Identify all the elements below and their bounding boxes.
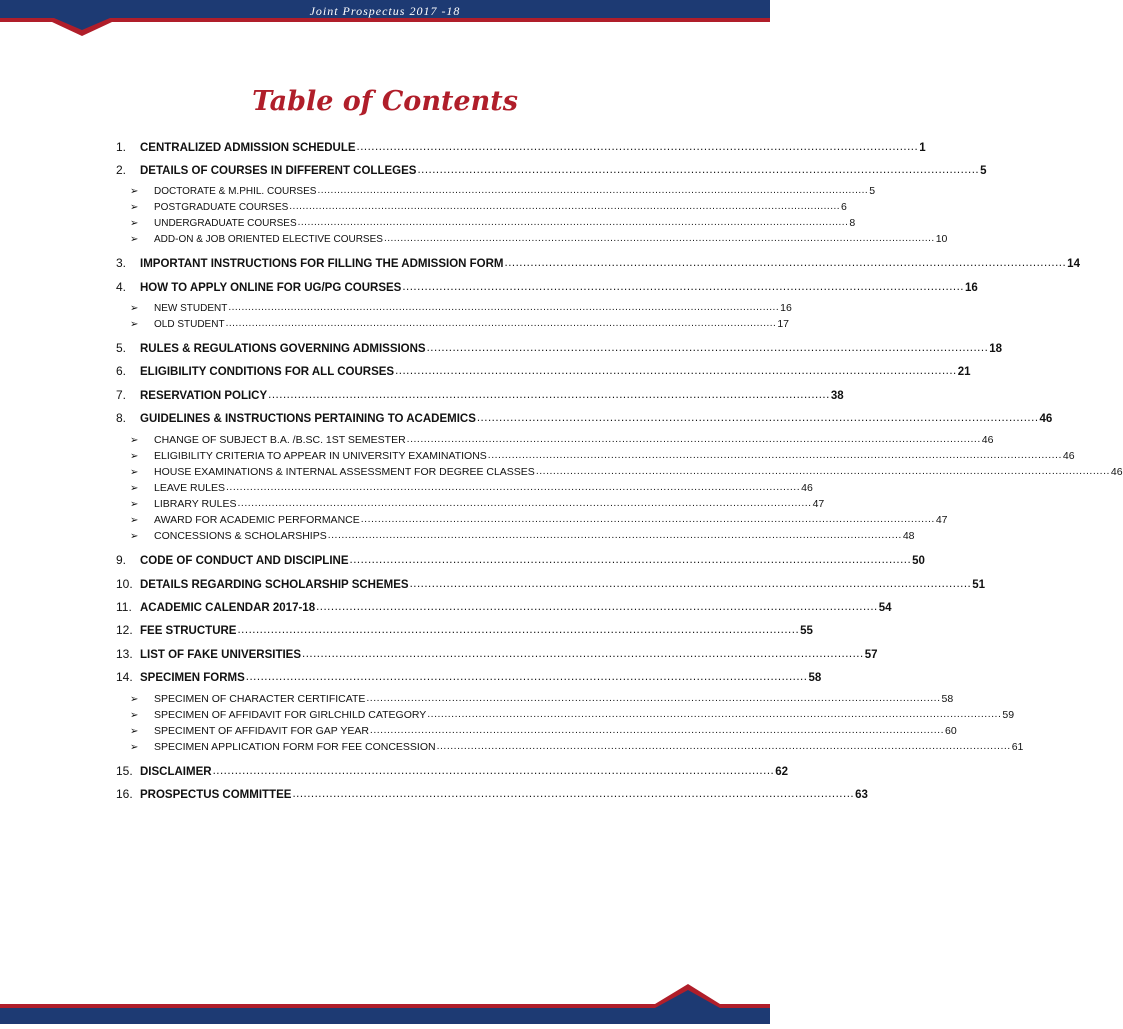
toc-page: 48 bbox=[902, 530, 915, 542]
dot-leader: ........................................................................................................................................................ bbox=[245, 671, 808, 683]
toc-entry[interactable] bbox=[116, 553, 925, 567]
toc-sublabel: CONCESSIONS & SCHOLARSHIPS bbox=[154, 530, 327, 542]
arrow-bullet-icon: ➢ bbox=[130, 515, 139, 526]
toc-sublabel: UNDERGRADUATE COURSES bbox=[154, 218, 297, 229]
toc-sublabel: SPECIMEN OF AFFIDAVIT FOR GIRLCHILD CATEGORY bbox=[154, 709, 427, 721]
toc-number: 14. bbox=[116, 670, 133, 684]
arrow-bullet-icon: ➢ bbox=[130, 435, 139, 446]
toc-sublabel: DOCTORATE & M.PHIL. COURSES bbox=[154, 186, 317, 197]
toc-page: 16 bbox=[780, 302, 792, 314]
toc-number: 8. bbox=[116, 411, 127, 425]
toc-sublabel: AWARD FOR ACADEMIC PERFORMANCE bbox=[154, 514, 360, 526]
toc-number: 6. bbox=[116, 364, 127, 378]
toc-entry[interactable] bbox=[116, 670, 822, 684]
toc-sublabel: ELIGIBILITY CRITERIA TO APPEAR IN UNIVERSITY EXAMINATIONS bbox=[154, 450, 487, 462]
dot-leader: ........................................................................................................................................................ bbox=[212, 765, 775, 777]
toc-number: 5. bbox=[116, 341, 127, 355]
dot-leader: ........................................................................................................................................................ bbox=[356, 141, 919, 153]
toc-sublabel: POSTGRADUATE COURSES bbox=[154, 202, 289, 213]
dot-leader: ........................................................................................................................................................................ bbox=[297, 217, 849, 228]
dot-leader: ........................................................................................................................................................ bbox=[237, 624, 800, 636]
dot-leader: ........................................................................................................................................................................ bbox=[366, 692, 941, 704]
toc-page: 47 bbox=[812, 498, 825, 510]
footer-decoration bbox=[0, 980, 770, 1024]
dot-leader: ........................................................................................................................................................ bbox=[417, 164, 980, 176]
toc-label: DETAILS OF COURSES IN DIFFERENT COLLEGES bbox=[140, 165, 417, 177]
arrow-bullet-icon: ➢ bbox=[130, 186, 139, 197]
toc-entry[interactable] bbox=[116, 577, 986, 591]
toc-label: ELIGIBILITY CONDITIONS FOR ALL COURSES bbox=[140, 366, 395, 378]
toc-number: 15. bbox=[116, 764, 133, 778]
toc-page: 6 bbox=[841, 201, 847, 213]
toc-label: RULES & REGULATIONS GOVERNING ADMISSIONS bbox=[140, 343, 426, 355]
toc-page: 51 bbox=[972, 579, 986, 591]
arrow-bullet-icon: ➢ bbox=[130, 483, 139, 494]
toc-page: 50 bbox=[912, 555, 925, 567]
arrow-bullet-icon: ➢ bbox=[130, 467, 139, 478]
toc-label: HOW TO APPLY ONLINE FOR UG/PG COURSES bbox=[140, 282, 402, 294]
toc-page: 58 bbox=[941, 693, 954, 705]
toc-sublabel: SPECIMENT OF AFFIDAVIT FOR GAP YEAR bbox=[154, 725, 369, 737]
arrow-bullet-icon: ➢ bbox=[130, 742, 139, 753]
dot-leader: ........................................................................................................................................................ bbox=[402, 281, 964, 293]
toc-sublabel: NEW STUDENT bbox=[154, 303, 228, 314]
toc-subentry[interactable] bbox=[130, 740, 1024, 753]
toc-number: 11. bbox=[116, 600, 132, 614]
toc-subentry[interactable] bbox=[130, 433, 994, 446]
toc-label: CENTRALIZED ADMISSION SCHEDULE bbox=[140, 142, 356, 154]
dot-leader: ........................................................................................................................................................................ bbox=[327, 529, 902, 541]
toc-entry[interactable] bbox=[116, 140, 926, 154]
toc-sublabel: SPECIMEN OF CHARACTER CERTIFICATE bbox=[154, 693, 366, 705]
toc-label: FEE STRUCTURE bbox=[140, 625, 237, 637]
dot-leader: ........................................................................................................................................................................ bbox=[225, 318, 777, 329]
toc-subentry[interactable] bbox=[130, 318, 790, 330]
toc-page: 17 bbox=[777, 318, 790, 330]
toc-entry[interactable] bbox=[116, 341, 1003, 355]
toc-page: 38 bbox=[830, 390, 844, 402]
dot-leader: ........................................................................................................................................................ bbox=[268, 389, 830, 401]
toc-subentry[interactable] bbox=[130, 529, 915, 542]
toc-page: 63 bbox=[855, 789, 868, 801]
toc-page: 10 bbox=[935, 233, 948, 245]
toc-subentry[interactable] bbox=[130, 185, 876, 197]
dot-leader: ........................................................................................................................................................................ bbox=[369, 724, 945, 736]
arrow-bullet-icon: ➢ bbox=[130, 531, 139, 542]
toc-number: 9. bbox=[116, 553, 127, 567]
toc-label: IMPORTANT INSTRUCTIONS FOR FILLING THE ADMISSION FORM bbox=[140, 258, 504, 270]
toc-number: 7. bbox=[116, 388, 127, 402]
toc-label: GUIDELINES & INSTRUCTIONS PERTAINING TO ACADEMICS bbox=[140, 413, 476, 425]
toc-number: 2. bbox=[116, 163, 127, 177]
toc-label: CODE OF CONDUCT AND DISCIPLINE bbox=[140, 555, 349, 567]
dot-leader: ........................................................................................................................................................ bbox=[409, 578, 972, 590]
toc-label: PROSPECTUS COMMITTEE bbox=[140, 789, 292, 801]
page-footer-band bbox=[0, 980, 770, 1024]
toc-entry[interactable] bbox=[116, 364, 971, 378]
toc-number: 12. bbox=[116, 623, 133, 637]
toc-entry[interactable] bbox=[116, 388, 844, 402]
dot-leader: ........................................................................................................................................................ bbox=[316, 601, 878, 613]
toc-page: 47 bbox=[935, 514, 948, 526]
dot-leader: ........................................................................................................................................................ bbox=[426, 342, 989, 354]
toc-page: 14 bbox=[1067, 258, 1080, 270]
toc-sublabel: OLD STUDENT bbox=[154, 319, 225, 330]
toc-page: 59 bbox=[1002, 709, 1015, 721]
toc-number: 1. bbox=[116, 140, 127, 154]
arrow-bullet-icon: ➢ bbox=[130, 218, 139, 229]
arrow-bullet-icon: ➢ bbox=[130, 694, 139, 705]
toc-number: 10. bbox=[116, 577, 133, 591]
dot-leader: ........................................................................................................................................................................ bbox=[360, 513, 935, 525]
dot-leader: ........................................................................................................................................................................ bbox=[406, 433, 981, 445]
toc-subentry[interactable] bbox=[130, 481, 813, 494]
toc-subentry[interactable] bbox=[130, 233, 948, 245]
dot-leader: ........................................................................................................................................................................ bbox=[289, 201, 841, 212]
toc-page: 16 bbox=[965, 282, 978, 294]
toc-number: 4. bbox=[116, 280, 127, 294]
toc-sublabel: SPECIMEN APPLICATION FORM FOR FEE CONCESSION bbox=[154, 741, 436, 753]
dot-leader: ........................................................................................................................................................ bbox=[292, 788, 855, 800]
toc-number: 16. bbox=[116, 787, 133, 801]
toc-page: 46 bbox=[1110, 466, 1123, 478]
toc-page: 46 bbox=[801, 482, 813, 494]
toc-page: 5 bbox=[869, 185, 876, 197]
toc-subentry[interactable] bbox=[130, 692, 954, 705]
toc-subentry[interactable] bbox=[130, 708, 1015, 721]
toc-label: RESERVATION POLICY bbox=[140, 390, 268, 402]
dot-leader: ........................................................................................................................................................................ bbox=[237, 497, 812, 509]
dot-leader: ........................................................................................................................................................................ bbox=[535, 465, 1110, 477]
page-title: Table of Contents bbox=[252, 86, 518, 117]
arrow-bullet-icon: ➢ bbox=[130, 710, 139, 721]
toc-entry[interactable] bbox=[116, 163, 987, 177]
toc-subentry[interactable] bbox=[130, 302, 792, 314]
arrow-bullet-icon: ➢ bbox=[130, 451, 139, 462]
toc-page: 61 bbox=[1011, 741, 1024, 753]
toc-sublabel: LIBRARY RULES bbox=[154, 498, 237, 510]
toc-subentry[interactable] bbox=[130, 449, 1075, 462]
toc-entry[interactable] bbox=[116, 256, 1080, 270]
toc-subentry[interactable] bbox=[130, 513, 948, 526]
toc-page: 54 bbox=[878, 602, 892, 614]
dot-leader: ........................................................................................................................................................ bbox=[476, 412, 1039, 424]
dot-leader: ........................................................................................................................................................ bbox=[504, 257, 1067, 269]
toc-label: SPECIMEN FORMS bbox=[140, 672, 245, 684]
toc-label: ACADEMIC CALENDAR 2017-18 bbox=[140, 602, 316, 614]
toc-entry[interactable] bbox=[116, 280, 978, 294]
arrow-bullet-icon: ➢ bbox=[130, 726, 139, 737]
dot-leader: ........................................................................................................................................................ bbox=[395, 365, 957, 377]
dot-leader: ........................................................................................................................................................ bbox=[302, 648, 864, 660]
toc-label: DETAILS REGARDING SCHOLARSHIP SCHEMES bbox=[140, 579, 409, 591]
toc-subentry[interactable] bbox=[130, 201, 847, 213]
toc-sublabel: ADD-ON & JOB ORIENTED ELECTIVE COURSES bbox=[154, 234, 383, 245]
dot-leader: ........................................................................................................................................................................ bbox=[317, 185, 869, 196]
arrow-bullet-icon: ➢ bbox=[130, 499, 139, 510]
dot-leader: ........................................................................................................................................................................ bbox=[487, 449, 1062, 461]
toc-page: 46 bbox=[1062, 450, 1075, 462]
toc-entry[interactable] bbox=[116, 647, 878, 661]
toc-sublabel: HOUSE EXAMINATIONS & INTERNAL ASSESSMENT FOR DEGREE CLASSES bbox=[154, 466, 535, 478]
toc-page: 62 bbox=[775, 766, 789, 778]
toc-page: 8 bbox=[849, 217, 856, 229]
dot-leader: ........................................................................................................................................................................ bbox=[436, 740, 1011, 752]
arrow-bullet-icon: ➢ bbox=[130, 234, 139, 245]
toc-page: 46 bbox=[981, 434, 994, 446]
toc-entry[interactable] bbox=[116, 600, 892, 614]
toc-page: 5 bbox=[980, 165, 987, 177]
toc-page: 46 bbox=[1039, 413, 1053, 425]
toc-sublabel: LEAVE RULES bbox=[154, 482, 226, 494]
dot-leader: ........................................................................................................................................................................ bbox=[226, 481, 801, 493]
toc-page: 1 bbox=[919, 142, 926, 154]
dot-leader: ........................................................................................................................................................................ bbox=[228, 302, 780, 313]
running-header-title: Joint Prospectus 2017 -18 bbox=[309, 4, 461, 18]
arrow-bullet-icon: ➢ bbox=[130, 202, 139, 213]
toc-subentry[interactable] bbox=[130, 217, 856, 229]
toc-page: 60 bbox=[945, 725, 957, 737]
toc-entry[interactable] bbox=[116, 411, 1053, 425]
toc-subentry[interactable] bbox=[130, 724, 957, 737]
toc-page: 58 bbox=[808, 672, 822, 684]
toc-page: 57 bbox=[864, 649, 878, 661]
toc-number: 13. bbox=[116, 647, 133, 661]
toc-page: 55 bbox=[800, 625, 813, 637]
toc-number: 3. bbox=[116, 256, 127, 270]
toc-entry[interactable] bbox=[116, 764, 789, 778]
toc-entry[interactable] bbox=[116, 623, 813, 637]
toc-sublabel: CHANGE OF SUBJECT B.A. /B.SC. 1ST SEMESTER bbox=[154, 434, 406, 446]
dot-leader: ........................................................................................................................................................................ bbox=[383, 233, 935, 244]
arrow-bullet-icon: ➢ bbox=[130, 303, 139, 314]
toc-entry[interactable] bbox=[116, 787, 868, 801]
toc-subentry[interactable] bbox=[130, 497, 825, 510]
toc-subentry[interactable] bbox=[130, 465, 1123, 478]
toc-label: LIST OF FAKE UNIVERSITIES bbox=[140, 649, 302, 661]
toc-label: DISCLAIMER bbox=[140, 766, 212, 778]
dot-leader: ........................................................................................................................................................ bbox=[349, 554, 912, 566]
arrow-bullet-icon: ➢ bbox=[130, 319, 139, 330]
toc-page: 21 bbox=[957, 366, 971, 378]
dot-leader: ........................................................................................................................................................................ bbox=[427, 708, 1002, 720]
toc-page: 18 bbox=[989, 343, 1003, 355]
